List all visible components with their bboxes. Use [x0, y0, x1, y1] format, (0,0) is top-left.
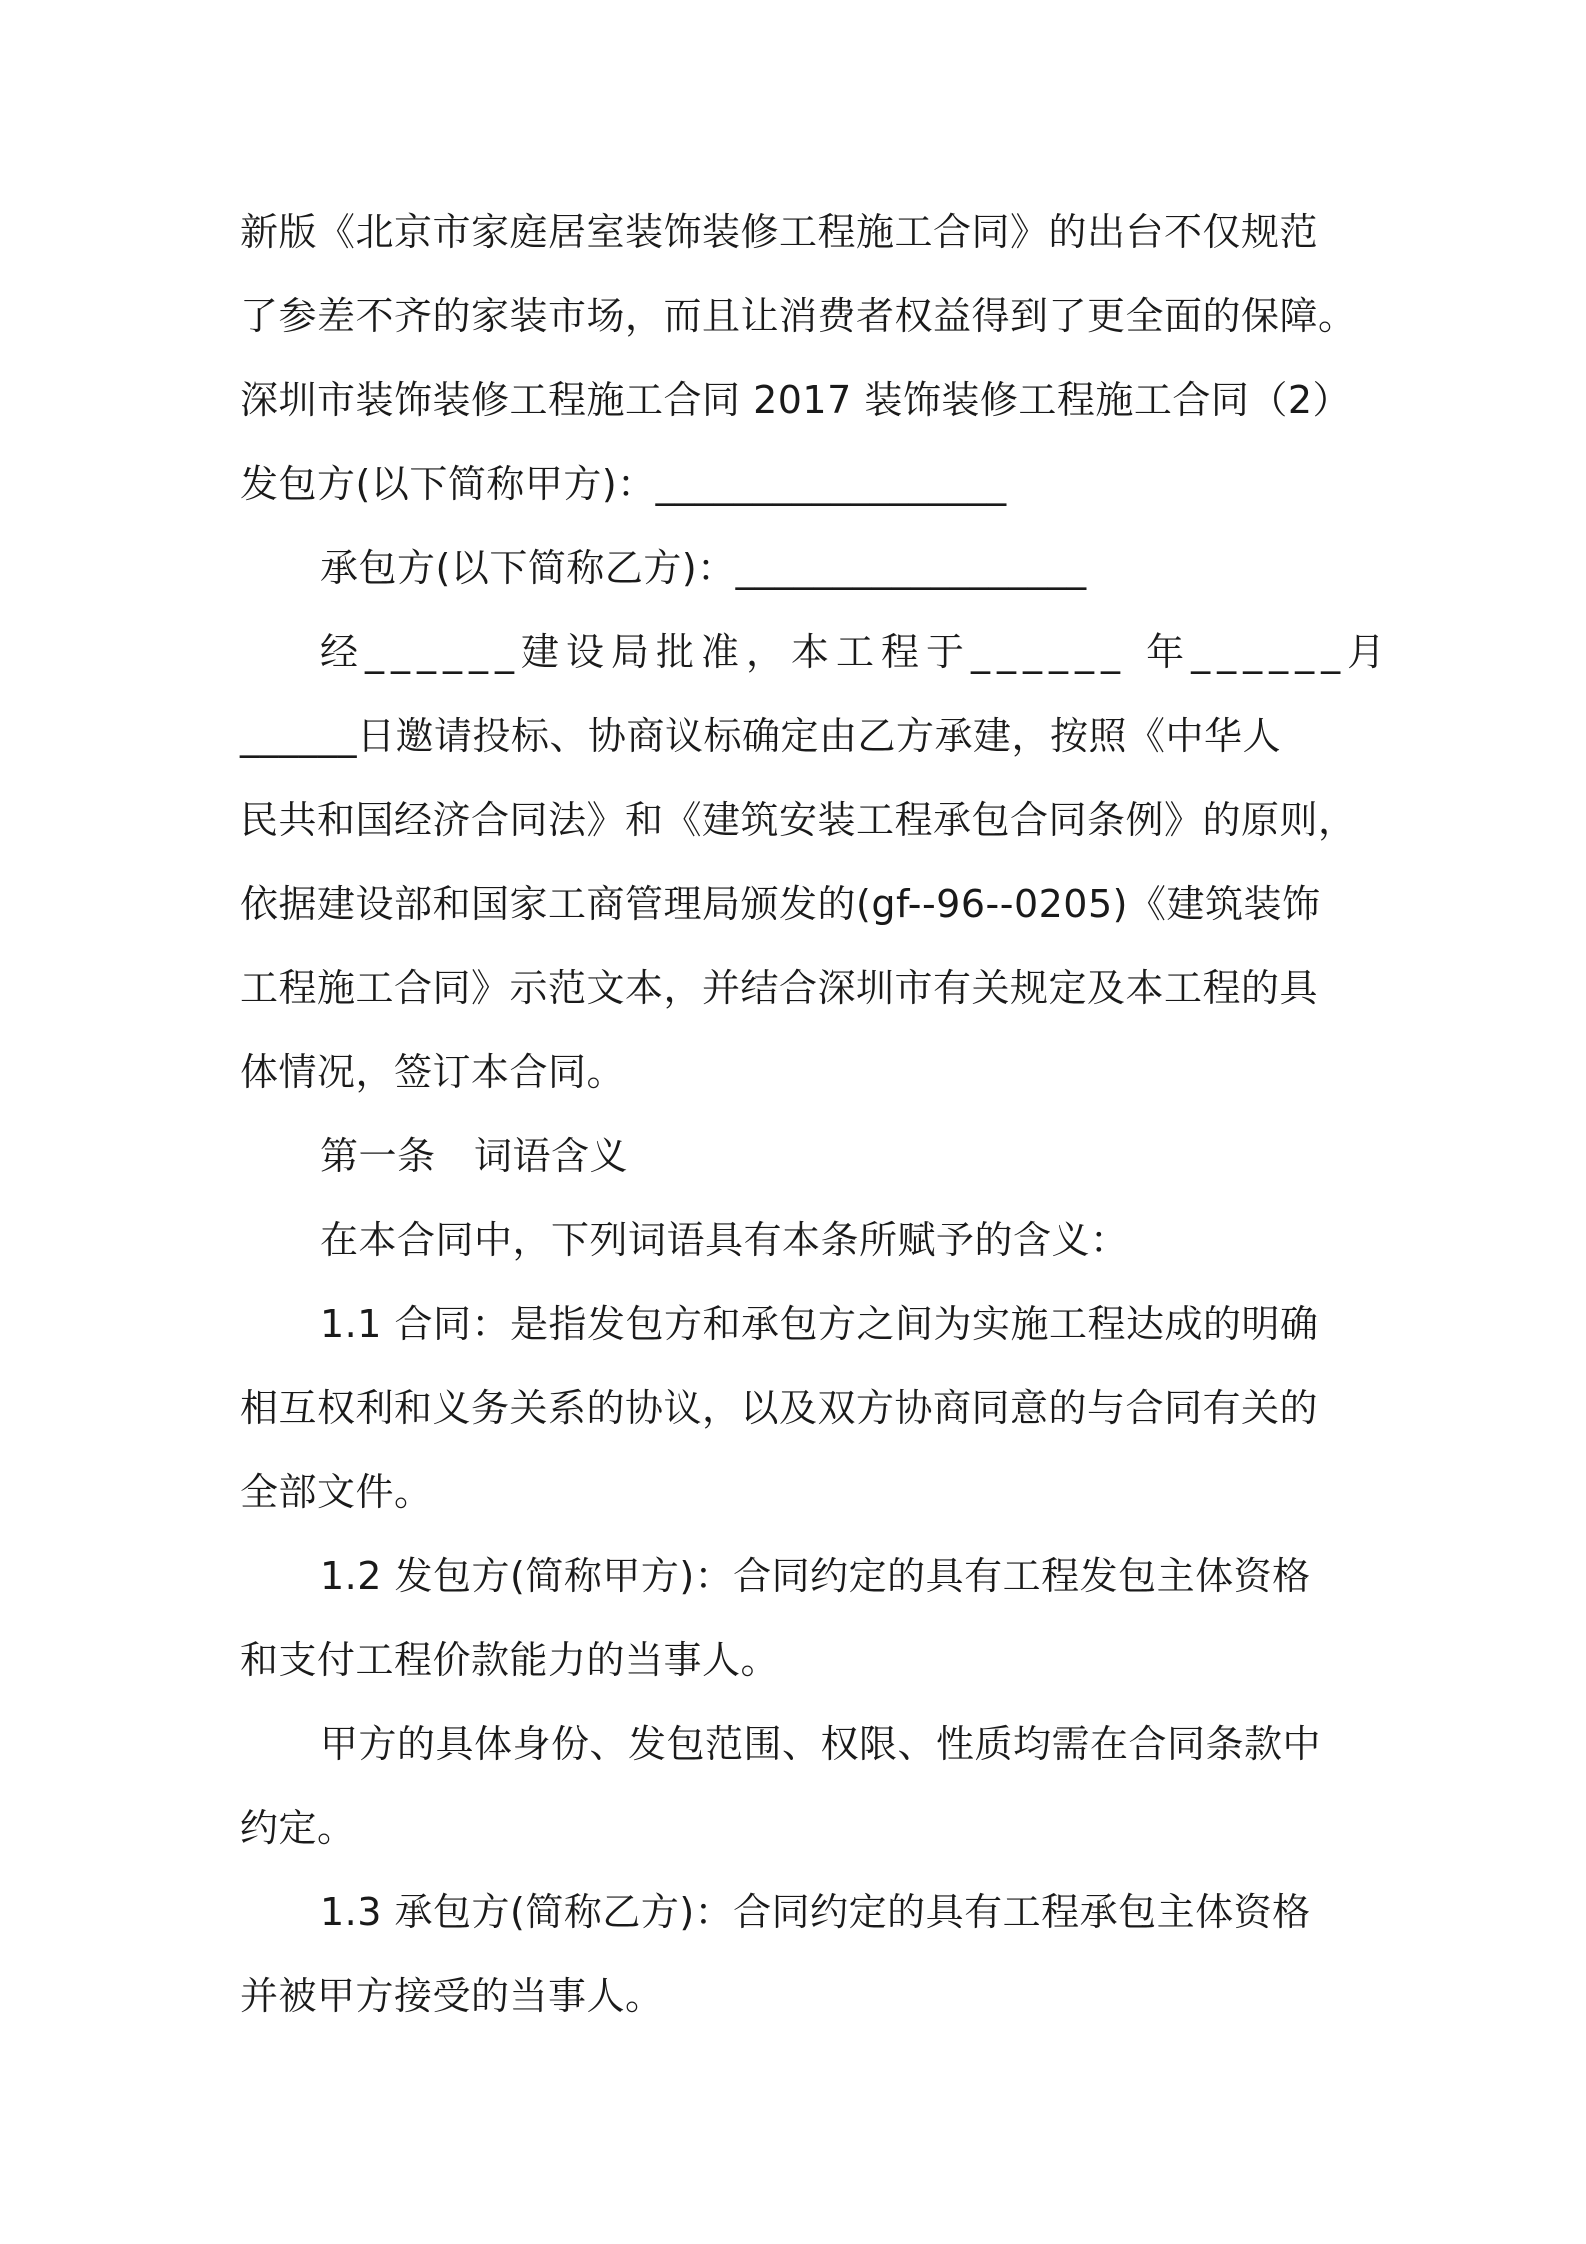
- approval-line: 经______建设局批准，本工程于______ 年______月: [320, 630, 1393, 674]
- paragraph-line: 了参差不齐的家装市场，而且让消费者权益得到了更全面的保障。: [240, 294, 1357, 338]
- paragraph-line: 新版《北京市家庭居室装饰装修工程施工合同》的出台不仅规范: [240, 210, 1319, 254]
- clause-1-3: 1.3 承包方(简称乙方)：合同约定的具有工程承包主体资格: [320, 1890, 1311, 1934]
- paragraph-line: 约定。: [240, 1806, 356, 1850]
- paragraph-line: 工程施工合同》示范文本，并结合深圳市有关规定及本工程的具: [240, 966, 1319, 1010]
- document-body: [240, 190, 1393, 2038]
- article-heading: 第一条 词语含义: [320, 1134, 629, 1178]
- paragraph-line: 体情况，签订本合同。: [240, 1050, 626, 1094]
- clause-1-2: 1.2 发包方(简称甲方)：合同约定的具有工程发包主体资格: [320, 1554, 1311, 1598]
- paragraph-line: 甲方的具体身份、发包范围、权限、性质均需在合同条款中: [320, 1722, 1322, 1766]
- contractor-name-line: 承包方(以下简称乙方)：__________________: [320, 546, 1087, 590]
- paragraph-line: 相互权利和义务关系的协议，以及双方协商同意的与合同有关的: [240, 1386, 1319, 1430]
- paragraph-line: 在本合同中，下列词语具有本条所赋予的含义：: [320, 1218, 1129, 1262]
- paragraph-line: 民共和国经济合同法》和《建筑安装工程承包合同条例》的原则，: [240, 798, 1357, 842]
- paragraph-line: 依据建设部和国家工商管理局颁发的(gf--96--0205)《建筑装饰: [240, 882, 1321, 926]
- paragraph-line: ______日邀请投标、协商议标确定由乙方承建，按照《中华人: [240, 714, 1282, 758]
- paragraph-line: 全部文件。: [240, 1470, 433, 1514]
- clause-1-1: 1.1 合同：是指发包方和承包方之间为实施工程达成的明确: [320, 1302, 1319, 1346]
- paragraph-line: 和支付工程价款能力的当事人。: [240, 1638, 780, 1682]
- employer-name-line: 发包方(以下简称甲方)：__________________: [240, 462, 1007, 506]
- paragraph-line: 深圳市装饰装修工程施工合同 2017 装饰装修工程施工合同（2）: [240, 378, 1352, 422]
- paragraph-line: 并被甲方接受的当事人。: [240, 1974, 664, 2018]
